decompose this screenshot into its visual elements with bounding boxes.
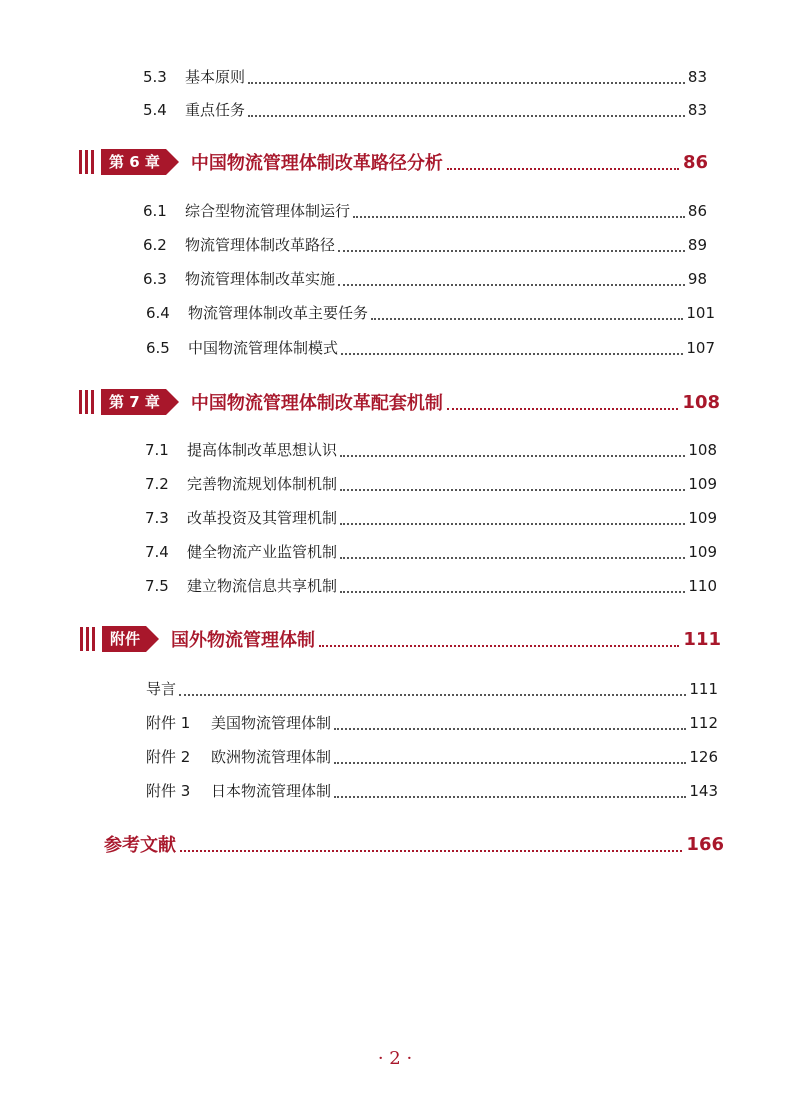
- badge-stripes-icon: [79, 149, 97, 175]
- page-number: · 2 ·: [377, 1048, 413, 1069]
- toc-entry-5-3[interactable]: [143, 66, 707, 88]
- entry-page: 101: [686, 304, 715, 322]
- entry-title: 改革投资及其管理机制: [187, 509, 338, 527]
- entry-title: 欧洲物流管理体制: [211, 748, 332, 766]
- entry-page: 98: [687, 270, 707, 288]
- entry-title: 重点任务: [185, 101, 246, 119]
- chapter-title: 中国物流管理体制改革路径分析: [190, 153, 443, 174]
- dot-leader: [371, 316, 683, 320]
- dot-leader: [340, 453, 685, 457]
- entry-title: 美国物流管理体制: [211, 714, 332, 732]
- dot-leader: [180, 850, 682, 852]
- references-page: 166: [686, 833, 724, 855]
- dot-leader: [353, 214, 685, 218]
- entry-number: 7.3: [145, 509, 169, 527]
- toc-entry-7-4[interactable]: [145, 541, 717, 563]
- entry-page: 107: [686, 339, 715, 357]
- entry-page: 89: [687, 236, 707, 254]
- badge-stripes-icon: [79, 389, 97, 415]
- badge-arrow-icon: [166, 149, 179, 175]
- entry-title: 完善物流规划体制机制: [187, 475, 338, 493]
- chapter-page: 86: [682, 151, 708, 173]
- entry-title: 基本原则: [185, 68, 246, 86]
- entry-number: 附件 3: [146, 782, 191, 800]
- chapter-badge: [79, 149, 179, 175]
- dot-leader: [334, 760, 686, 764]
- dot-leader: [334, 726, 686, 730]
- toc-entry-6-4[interactable]: [146, 302, 715, 324]
- chapter-badge: [80, 626, 159, 652]
- entry-number: 附件 2: [146, 748, 191, 766]
- entry-number: 7.5: [145, 577, 169, 595]
- entry-page: 108: [688, 441, 717, 459]
- entry-number: 5.3: [143, 68, 167, 86]
- toc-entry-appendix-3[interactable]: [146, 780, 718, 802]
- dot-leader: [340, 555, 685, 559]
- references-title: 参考文献: [104, 835, 176, 856]
- entry-number: 7.2: [145, 475, 169, 493]
- toc-entry-5-4[interactable]: [143, 99, 707, 121]
- entry-title: 物流管理体制改革主要任务: [188, 304, 369, 322]
- dot-leader: [447, 168, 679, 170]
- entry-number: 6.3: [143, 270, 167, 288]
- entry-page: 111: [689, 680, 718, 698]
- entry-title: 综合型物流管理体制运行: [185, 202, 351, 220]
- entry-page: 110: [688, 577, 717, 595]
- dot-leader: [338, 248, 685, 252]
- entry-page: 112: [689, 714, 718, 732]
- toc-entry-appendix-2[interactable]: [146, 746, 718, 768]
- chapter-badge-label: 第 6 章: [101, 149, 166, 175]
- entry-number: 6.5: [146, 339, 170, 357]
- chapter-badge-label: 附件: [102, 626, 146, 652]
- dot-leader: [248, 80, 685, 84]
- entry-number: 6.2: [143, 236, 167, 254]
- entry-page: 86: [687, 202, 707, 220]
- chapter-title: 中国物流管理体制改革配套机制: [190, 393, 443, 414]
- chapter-badge-label: 第 7 章: [101, 389, 166, 415]
- entry-title: 导言: [146, 680, 177, 698]
- dot-leader: [340, 589, 685, 593]
- entry-title: 提高体制改革思想认识: [187, 441, 338, 459]
- dot-leader: [319, 645, 679, 647]
- toc-entry-6-5[interactable]: [146, 337, 715, 359]
- toc-appendix[interactable]: [80, 624, 721, 654]
- toc-chapter-7[interactable]: [79, 387, 720, 417]
- entry-number: 附件 1: [146, 714, 191, 732]
- entry-number: 5.4: [143, 101, 167, 119]
- entry-page: 109: [688, 475, 717, 493]
- entry-page: 143: [689, 782, 718, 800]
- chapter-badge: [79, 389, 179, 415]
- toc-entry-7-3[interactable]: [145, 507, 717, 529]
- entry-number: 7.4: [145, 543, 169, 561]
- toc-references[interactable]: [104, 829, 724, 859]
- entry-title: 健全物流产业监管机制: [187, 543, 338, 561]
- badge-arrow-icon: [166, 389, 179, 415]
- entry-page: 83: [687, 68, 707, 86]
- entry-title: 建立物流信息共享机制: [187, 577, 338, 595]
- entry-page: 109: [688, 509, 717, 527]
- dot-leader: [248, 113, 685, 117]
- dot-leader: [340, 521, 685, 525]
- chapter-page: 111: [683, 628, 721, 650]
- dot-leader: [340, 487, 685, 491]
- entry-number: 7.1: [145, 441, 169, 459]
- chapter-title: 国外物流管理体制: [171, 630, 316, 651]
- badge-stripes-icon: [80, 626, 98, 652]
- dot-leader: [179, 692, 686, 696]
- entry-title: 物流管理体制改革实施: [185, 270, 336, 288]
- toc-entry-intro[interactable]: [146, 678, 718, 700]
- entry-page: 109: [688, 543, 717, 561]
- toc-entry-6-1[interactable]: [143, 200, 707, 222]
- chapter-page: 108: [682, 391, 720, 413]
- entry-number: 6.1: [143, 202, 167, 220]
- toc-entry-appendix-1[interactable]: [146, 712, 718, 734]
- toc-entry-7-1[interactable]: [145, 439, 717, 461]
- toc-entry-6-2[interactable]: [143, 234, 707, 256]
- dot-leader: [338, 282, 685, 286]
- entry-page: 126: [689, 748, 718, 766]
- entry-title: 物流管理体制改革路径: [185, 236, 336, 254]
- dot-leader: [447, 408, 679, 410]
- toc-entry-7-5[interactable]: [145, 575, 717, 597]
- dot-leader: [334, 794, 686, 798]
- toc-chapter-6[interactable]: [79, 147, 708, 177]
- dot-leader: [341, 351, 683, 355]
- toc-entry-6-3[interactable]: [143, 268, 707, 290]
- entry-number: 6.4: [146, 304, 170, 322]
- entry-page: 83: [687, 101, 707, 119]
- entry-title: 日本物流管理体制: [211, 782, 332, 800]
- toc-entry-7-2[interactable]: [145, 473, 717, 495]
- badge-arrow-icon: [146, 626, 159, 652]
- entry-title: 中国物流管理体制模式: [188, 339, 339, 357]
